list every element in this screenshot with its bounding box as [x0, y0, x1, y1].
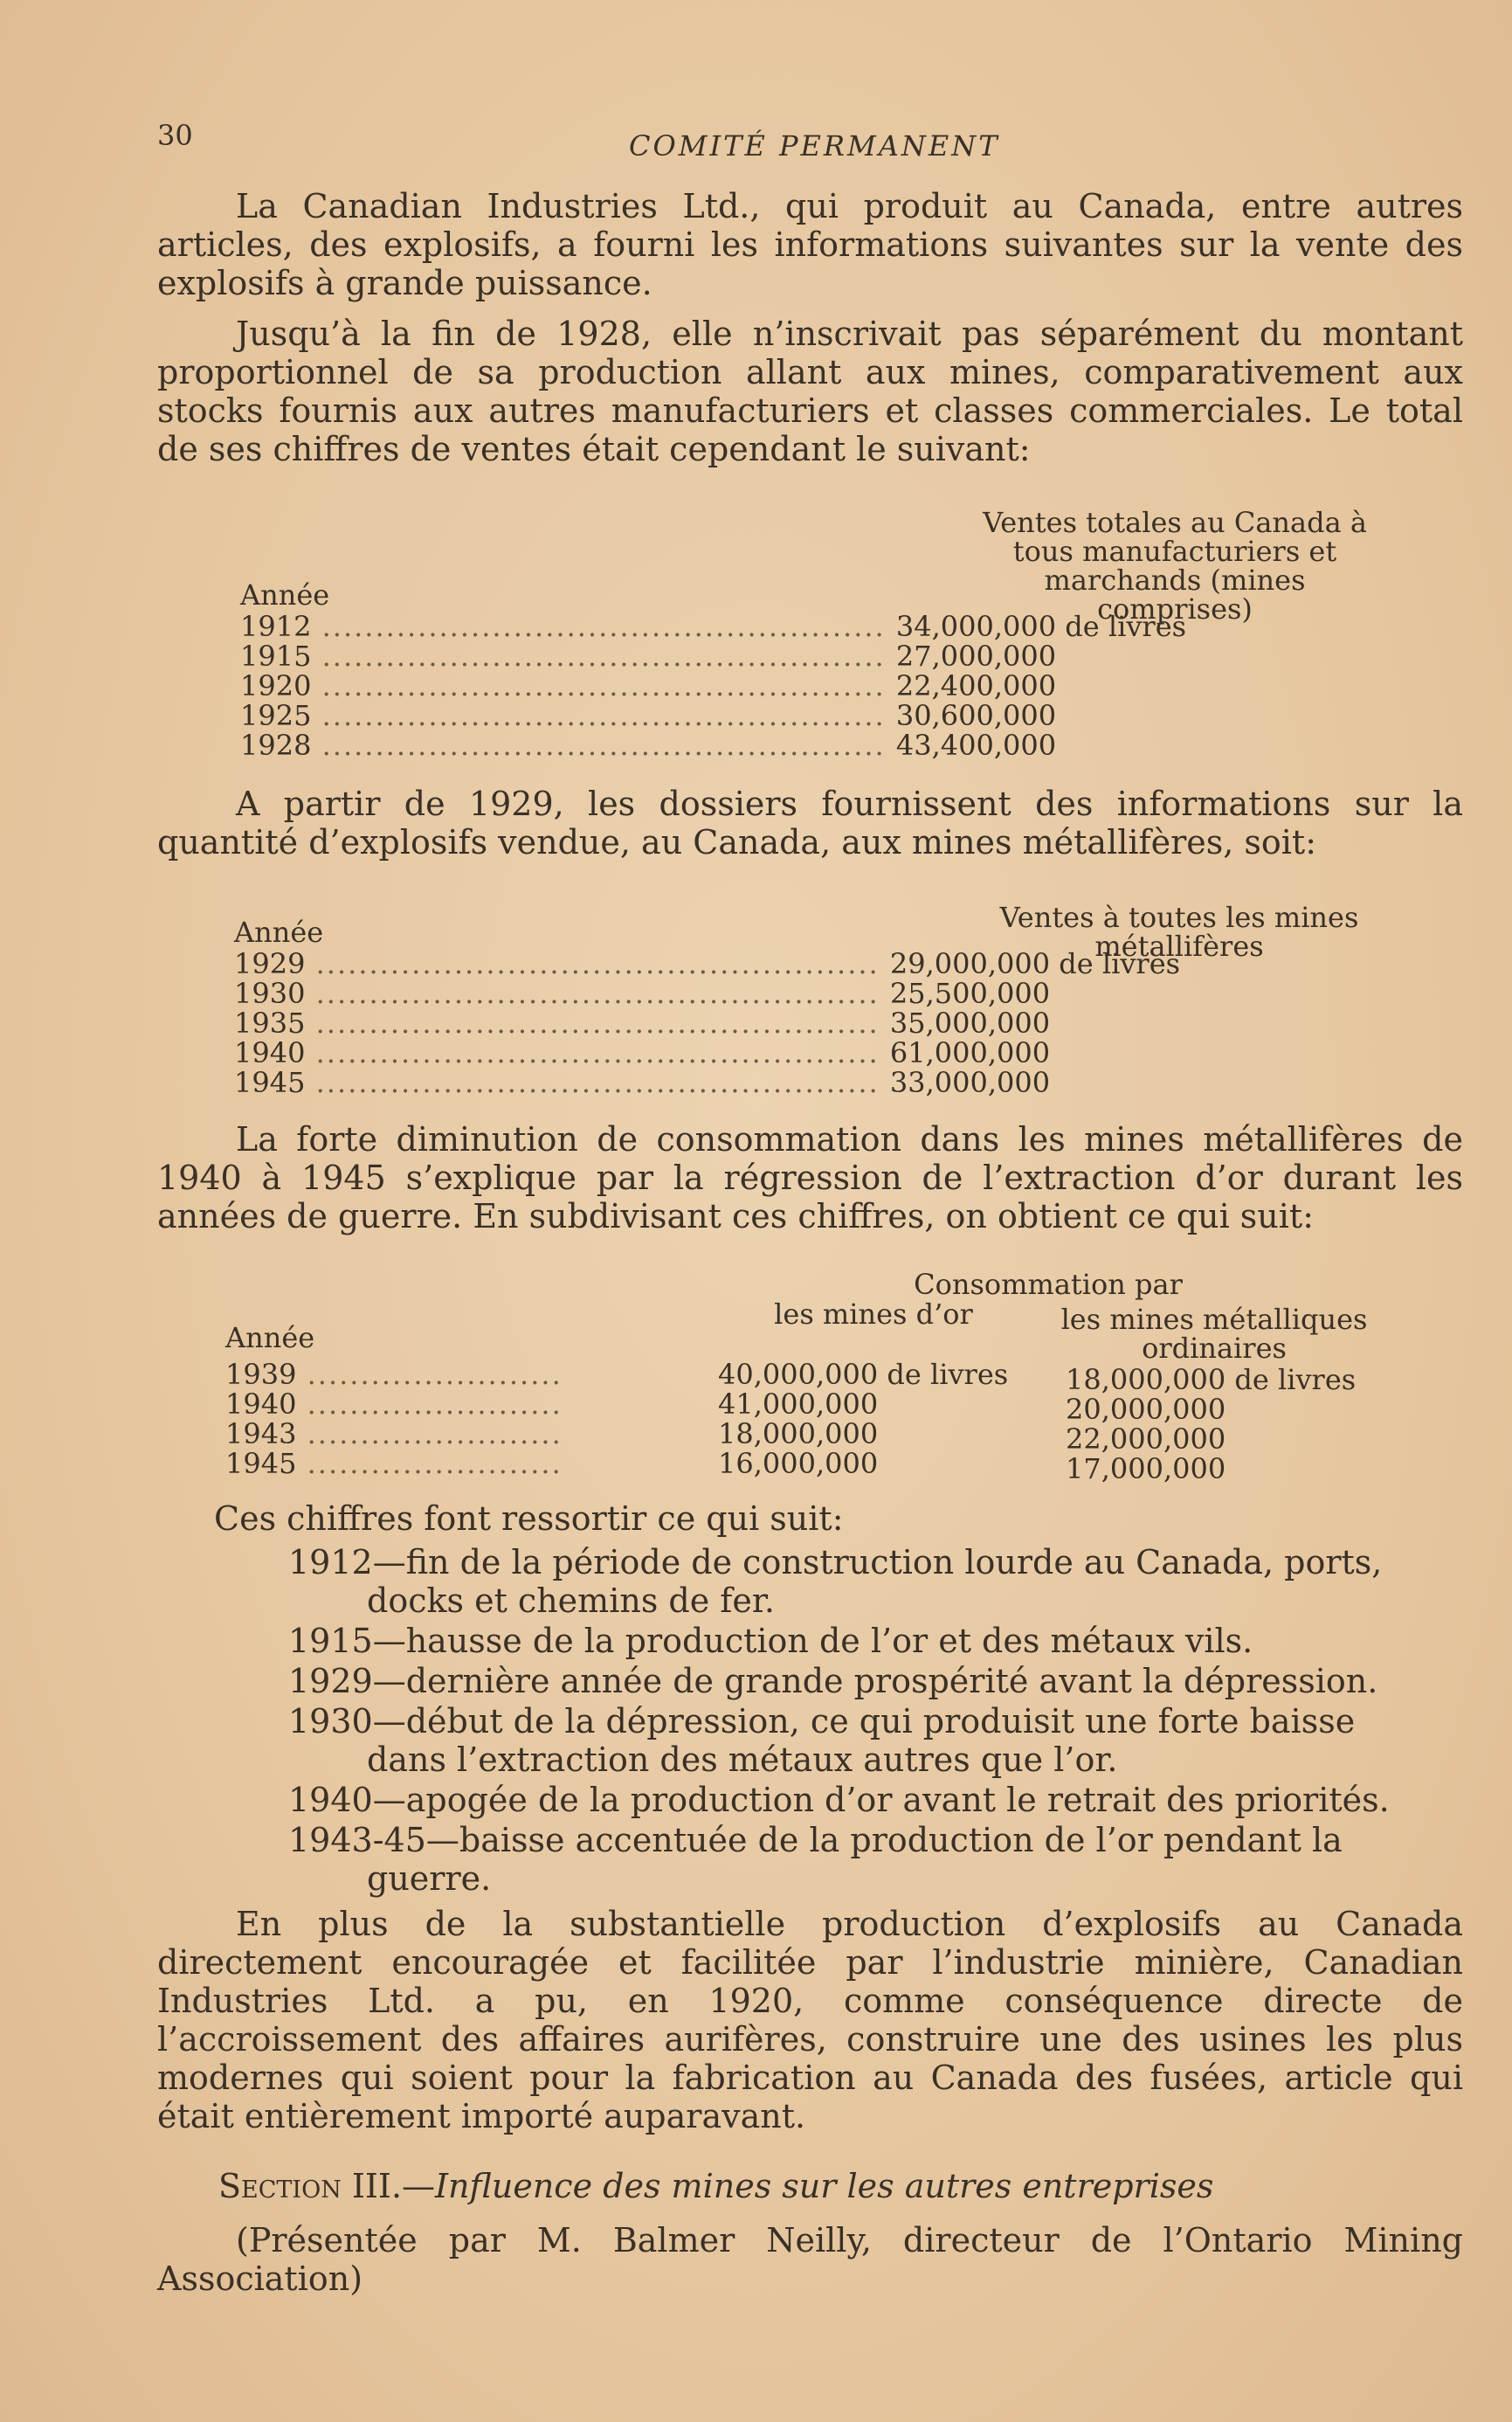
table-3-group-header: Consommation par	[914, 1268, 1183, 1301]
paragraph-1-text: La Canadian Industries Ltd., qui produit au Canada, entre autres articles, des explosifs, a fourni les informations suivantes sur la vente des explosifs à grande puissance.	[157, 187, 1463, 302]
section-heading	[218, 2167, 1213, 2205]
table-cell: 22,000,000	[1066, 1422, 1226, 1456]
list-item: 1912—fin de la période de construction lourde au Canada, ports, docks et chemins de fer.	[288, 1543, 1383, 1620]
table-1-value-header: Ventes totales au Canada à tous manufacturiers et marchands (mines comprises)	[983, 506, 1367, 626]
table-cell: 18,000,000	[718, 1417, 879, 1450]
table-cell: 40,000,000 de livres	[718, 1358, 1009, 1391]
paragraph-2-text: Jusqu’à la fin de 1928, elle n’inscrivait pas séparément du montant proportionnel de sa production allant aux mines, comparativement aux stocks fournis aux autres manufacturiers et classes commerciales. Le total de ses chiffres de ventes était cependant le suivant:	[157, 315, 1463, 468]
section-note	[157, 2221, 1463, 2298]
table-cell: 41,000,000	[718, 1387, 879, 1421]
paragraph-5	[157, 1499, 1463, 1538]
table-cell: 20,000,000	[1066, 1393, 1226, 1426]
table-row: 1920 ..................................................... 22,400,000	[240, 669, 1057, 702]
table-row: 1915 ..................................................... 27,000,000	[240, 640, 1057, 673]
section-note-text: (Présentée par M. Balmer Neilly, directeur de l’Ontario Mining Association)	[157, 2221, 1463, 2298]
table-row: 1939 ........................	[225, 1358, 563, 1391]
paragraph-5-text: Ces chiffres font ressortir ce qui suit:	[214, 1499, 844, 1538]
list-item: 1940—apogée de la production d’or avant le retrait des priorités.	[288, 1781, 1390, 1819]
table-2-value-header: Ventes à toutes les mines métallifères	[999, 901, 1359, 963]
list-item: 1930—début de la dépression, ce qui produisit une forte baisse dans l’extraction des métaux autres que l’or.	[288, 1702, 1356, 1779]
list-item: 1915—hausse de la production de l’or et des métaux vils.	[288, 1622, 1253, 1660]
section-label: Section III.—	[218, 2167, 436, 2205]
paragraph-4	[157, 1120, 1463, 1235]
section-title: Influence des mines sur les autres entreprises	[435, 2167, 1214, 2205]
table-row: 1945 ........................	[225, 1447, 563, 1480]
table-row: 1940 ..................................................... 61,000,000	[234, 1036, 1051, 1069]
paragraph-6	[157, 1905, 1463, 2135]
paragraph-6-text: En plus de la substantielle production d’explosifs au Canada directement encouragée et facilitée par l’industrie minière, Canadian Industries Ltd. a pu, en 1920, comme conséquence directe de l’accroissement des affaires aurifères, construire une des usines les plus modernes qui soient pour la fabrication au Canada des fusées, article qui était entièrement importé auparavant.	[157, 1905, 1463, 2135]
table-row: 1929 ..................................................... 29,000,000 de livres	[234, 947, 1181, 980]
paragraph-1	[157, 187, 1463, 302]
running-head: COMITÉ PERMANENT	[629, 129, 1000, 163]
table-row: 1928 ..................................................... 43,400,000	[240, 729, 1057, 762]
table-row: 1925 ..................................................... 30,600,000	[240, 699, 1057, 732]
paragraph-2	[157, 315, 1463, 468]
table-1-year-header: Année	[240, 578, 330, 612]
table-row: 1935 ..................................................... 35,000,000	[234, 1007, 1051, 1040]
table-row: 1930 ..................................................... 25,500,000	[234, 977, 1051, 1010]
table-2-year-header: Année	[234, 916, 324, 949]
table-row: 1912 ..................................................... 34,000,000 de livres	[240, 610, 1187, 643]
table-row: 1940 ........................	[225, 1387, 563, 1421]
table-row: 1945 ..................................................... 33,000,000	[234, 1066, 1051, 1099]
table-cell: 18,000,000 de livres	[1066, 1363, 1357, 1396]
milestone-list	[288, 1543, 1441, 1900]
paragraph-3-text: A partir de 1929, les dossiers fournissent des informations sur la quantité d’explosifs vendue, au Canada, aux mines métallifères, soit:	[157, 785, 1463, 862]
table-cell: 17,000,000	[1066, 1452, 1226, 1485]
paragraph-3	[157, 785, 1463, 862]
page-number: 30	[157, 119, 193, 152]
list-item: 1943-45—baisse accentuée de la production de l’or pendant la guerre.	[288, 1821, 1343, 1898]
table-3-year-header: Année	[225, 1321, 315, 1354]
table-3-gold-header: les mines d’or	[774, 1298, 973, 1331]
table-row: 1943 ........................	[225, 1417, 563, 1450]
paragraph-4-text: La forte diminution de consommation dans les mines métallifères de 1940 à 1945 s’explique par la régression de l’extraction d’or durant les années de guerre. En subdivisant ces chiffres, on obtient ce qui suit:	[157, 1120, 1463, 1235]
table-3-metal-header: les mines métalliques ordinaires	[1060, 1303, 1368, 1365]
list-item: 1929—dernière année de grande prospérité avant la dépression.	[288, 1662, 1378, 1700]
table-cell: 16,000,000	[718, 1447, 879, 1480]
